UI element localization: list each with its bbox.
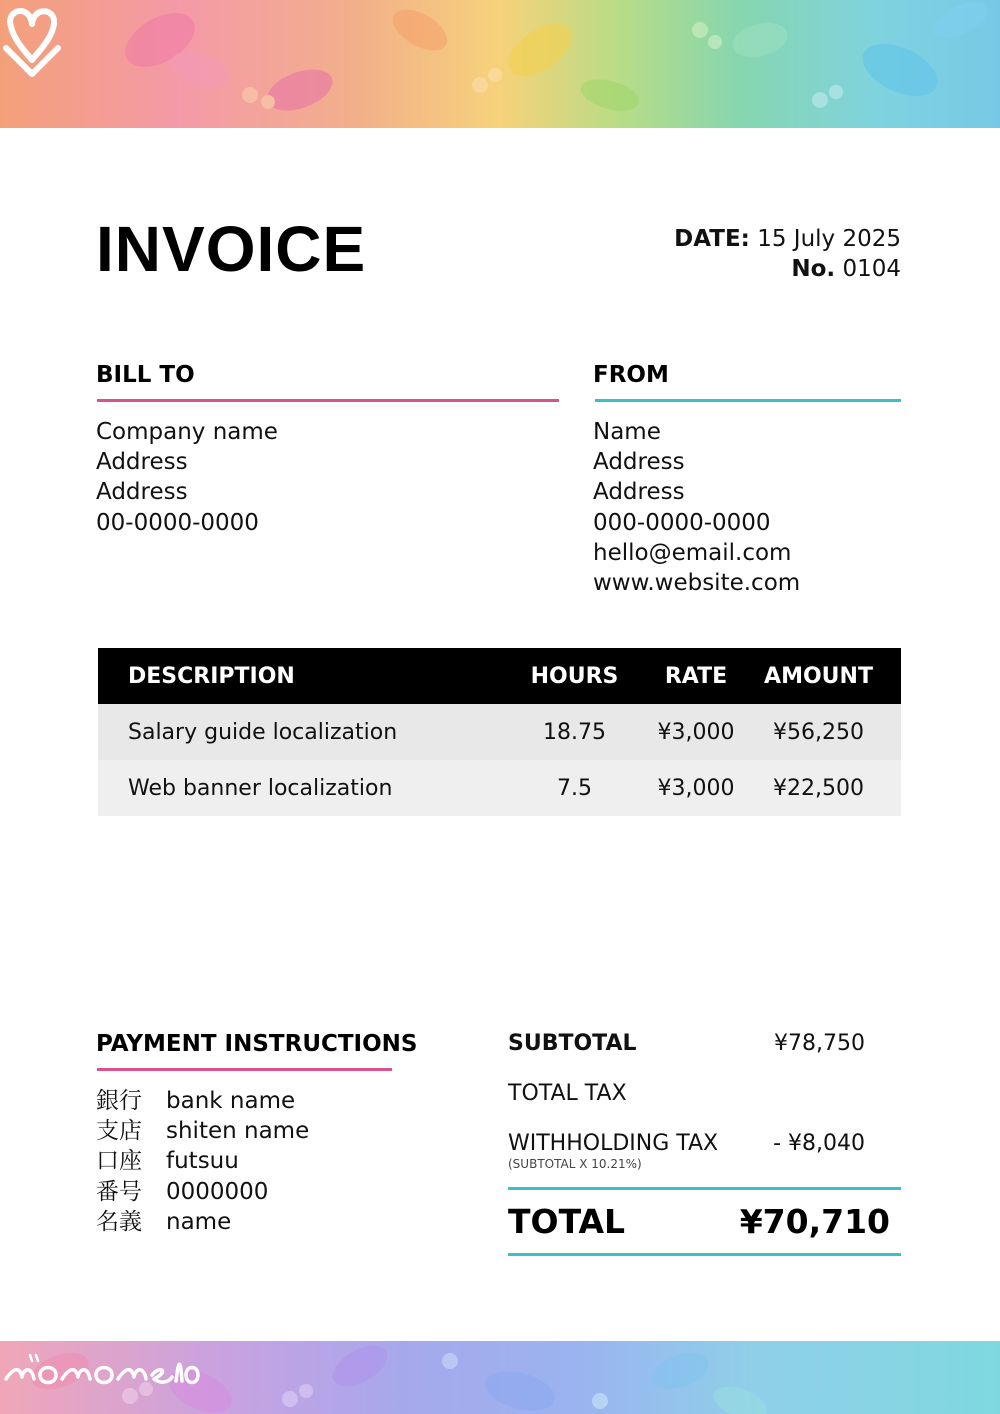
cell-amount: ¥56,250 bbox=[773, 719, 864, 745]
header-rate: RATE bbox=[664, 663, 728, 689]
bill-to-heading: BILL TO bbox=[96, 362, 195, 388]
from-email: hello@email.com bbox=[593, 539, 792, 566]
payment-heading: PAYMENT INSTRUCTIONS bbox=[96, 1031, 418, 1057]
subtotal-label: SUBTOTAL bbox=[508, 1031, 637, 1056]
date-label: DATE: bbox=[674, 226, 750, 252]
invoice-title: INVOICE bbox=[96, 213, 367, 285]
withholding-value: - ¥8,040 bbox=[773, 1131, 865, 1156]
payment-block bbox=[96, 1086, 309, 1237]
from-line: Name bbox=[593, 419, 661, 445]
from-heading: FROM bbox=[593, 362, 669, 388]
payment-value: futsuu bbox=[166, 1148, 239, 1175]
withholding-note: (SUBTOTAL X 10.21%) bbox=[508, 1157, 642, 1171]
total-bottom-rule bbox=[508, 1253, 901, 1256]
cell-rate: ¥3,000 bbox=[657, 775, 735, 801]
bill-to-divider bbox=[97, 399, 559, 402]
number-value: 0104 bbox=[842, 256, 901, 282]
payment-row-bank bbox=[96, 1086, 309, 1116]
payment-key: 支店 bbox=[96, 1118, 142, 1145]
from-line: Address bbox=[593, 479, 685, 506]
payment-key: 口座 bbox=[96, 1148, 142, 1175]
heart-logo-icon bbox=[0, 0, 64, 80]
payment-row-account-type bbox=[96, 1146, 309, 1176]
from-website: www.website.com bbox=[593, 570, 801, 597]
table-row bbox=[98, 760, 901, 816]
momomelo-wordmark-logo bbox=[0, 1341, 200, 1397]
invoice-meta bbox=[674, 224, 901, 284]
number-line bbox=[674, 254, 901, 284]
table-header bbox=[98, 648, 901, 704]
cell-rate: ¥3,000 bbox=[657, 719, 735, 745]
payment-key: 銀行 bbox=[96, 1088, 142, 1114]
subtotal-value: ¥78,750 bbox=[774, 1031, 865, 1056]
bill-to-line: Address bbox=[96, 479, 188, 506]
cell-description: Salary guide localization bbox=[128, 719, 398, 745]
from-divider bbox=[595, 399, 901, 402]
total-top-rule bbox=[508, 1187, 901, 1190]
header-hours: HOURS bbox=[530, 663, 619, 689]
bill-to-line: Company name bbox=[96, 419, 278, 445]
withholding-label: WITHHOLDING TAX bbox=[508, 1131, 719, 1156]
payment-key: 番号 bbox=[96, 1178, 142, 1205]
line-items-table bbox=[98, 648, 901, 816]
date-value: 15 July 2025 bbox=[757, 226, 901, 252]
bill-to-block bbox=[96, 417, 278, 538]
payment-row-number bbox=[96, 1177, 309, 1207]
date-line bbox=[674, 224, 901, 254]
header-description: DESCRIPTION bbox=[128, 663, 295, 689]
cell-hours: 18.75 bbox=[543, 719, 606, 745]
table-row bbox=[98, 704, 901, 760]
number-label: No. bbox=[791, 256, 836, 282]
cell-hours: 7.5 bbox=[557, 775, 592, 801]
payment-key: 名義 bbox=[96, 1208, 142, 1235]
cell-description: Web banner localization bbox=[128, 775, 393, 801]
payment-row-holder bbox=[96, 1207, 309, 1237]
payment-value: name bbox=[166, 1208, 232, 1235]
header-amount: AMOUNT bbox=[764, 663, 873, 689]
cell-amount: ¥22,500 bbox=[773, 775, 864, 801]
from-line: 000-0000-0000 bbox=[593, 509, 771, 536]
payment-divider bbox=[97, 1068, 392, 1071]
top-floral-banner bbox=[0, 0, 1000, 128]
payment-value: shiten name bbox=[166, 1118, 310, 1145]
payment-row-branch bbox=[96, 1116, 309, 1146]
total-tax-label: TOTAL TAX bbox=[508, 1081, 627, 1106]
from-line: Address bbox=[593, 449, 685, 476]
floral-pattern-top bbox=[0, 0, 1000, 128]
from-block bbox=[593, 417, 800, 598]
payment-value: 0000000 bbox=[166, 1178, 269, 1205]
total-value: ¥70,710 bbox=[739, 1202, 890, 1241]
payment-value: bank name bbox=[166, 1088, 296, 1114]
bill-to-line: Address bbox=[96, 449, 188, 476]
bottom-floral-banner bbox=[0, 1341, 1000, 1414]
total-label: TOTAL bbox=[508, 1202, 626, 1241]
bill-to-line: 00-0000-0000 bbox=[96, 509, 259, 536]
